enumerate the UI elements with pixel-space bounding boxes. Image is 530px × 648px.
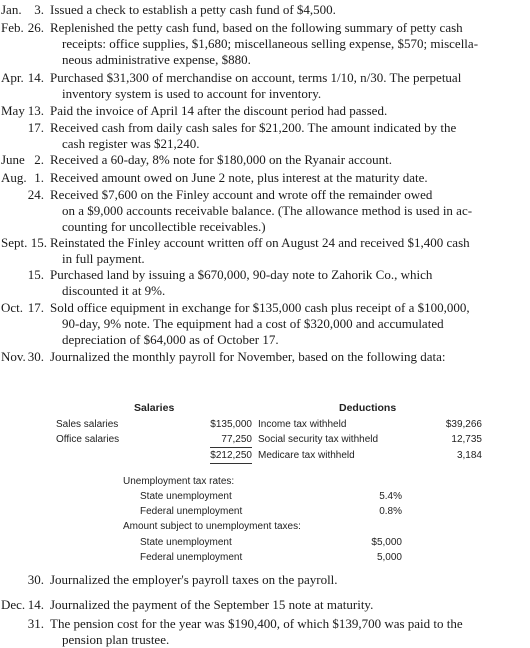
entry-day: 31. (27, 616, 44, 631)
total-rule (210, 463, 252, 464)
income-tax-value: $39,266 (445, 419, 482, 430)
entry-day: 30. (27, 349, 44, 364)
fed-unemp-rate: 0.8% (379, 506, 402, 517)
entry-text (50, 2, 528, 18)
entry-text (50, 103, 528, 119)
subtotal-rule (210, 447, 252, 448)
entry-text-line: pension plan trustee. (62, 632, 170, 647)
entry-day: 14. (27, 70, 44, 85)
entry-text-line: Journalized the employer's payroll taxes on the payroll. (50, 572, 338, 587)
fed-unemp-amount: 5,000 (376, 552, 402, 563)
salaries-header: Salaries (134, 402, 175, 414)
entry-day: 14. (27, 597, 44, 612)
unemp-rates-label: Unemployment tax rates: (123, 476, 235, 487)
entry-text (50, 120, 528, 152)
entry-text-line: Paid the invoice of April 14 after the discount period had passed. (50, 103, 388, 118)
entry-text (50, 20, 528, 68)
entry-month: Jan. (1, 2, 22, 17)
entry-day: 1. (34, 170, 44, 185)
entry-text-line: Replenished the petty cash fund, based on the following summary of petty cash (50, 20, 463, 35)
entry-month: Apr. (1, 70, 24, 85)
entry-text (50, 267, 528, 299)
state-unemp-rate: 5.4% (379, 491, 402, 502)
entry-text-line: Received $7,600 on the Finley account and wrote off the remainder owed (50, 187, 433, 202)
entry-month: Oct. (1, 300, 24, 315)
entry-day: 17. (27, 120, 44, 135)
total-salaries-value: $212,250 (210, 450, 252, 461)
entry-day: 17. (27, 300, 44, 315)
entry-text-line: cash register was $21,240. (62, 136, 200, 151)
entry-text-line: Journalized the payment of the September 15 note at maturity. (50, 597, 374, 612)
office-salaries-label: Office salaries (56, 434, 120, 445)
entry-text (50, 572, 528, 588)
entry-text-line: neous administrative expense, $880. (62, 52, 251, 67)
fed-unemp-label-2: Federal unemployment (140, 552, 243, 563)
entry-text-line: Journalized the monthly payroll for November, based on the following data: (50, 349, 446, 364)
income-tax-label: Income tax withheld (258, 419, 347, 430)
office-salaries-value: 77,250 (221, 434, 252, 445)
sales-salaries-value: $135,000 (210, 419, 252, 430)
sales-salaries-label: Sales salaries (56, 419, 119, 430)
entry-text (50, 152, 528, 168)
entry-text-line: Reinstated the Finley account written off on August 24 and received $1,400 cash (50, 235, 470, 250)
entry-text-line: receipts: office supplies, $1,680; miscellaneous selling expense, $570; miscella- (62, 36, 479, 51)
entry-text-line: discounted it at 9%. (62, 283, 166, 298)
entry-month: June (1, 152, 25, 167)
entry-day: 30. (27, 572, 44, 587)
fed-unemp-label: Federal unemployment (140, 506, 243, 517)
entry-text (50, 235, 528, 267)
entry-text-line: inventory system is used to account for inventory. (62, 86, 322, 101)
ss-tax-label: Social security tax withheld (258, 434, 379, 445)
medicare-label: Medicare tax withheld (258, 450, 355, 461)
entry-day: 15. (30, 235, 47, 250)
entry-text-line: counting for uncollectible receivables.) (62, 219, 266, 234)
state-unemp-amount: $5,000 (371, 537, 402, 548)
entry-text (50, 300, 528, 348)
entry-day: 24. (27, 187, 44, 202)
entry-text (50, 70, 528, 102)
entry-month: May (1, 103, 25, 118)
entry-month: Aug. (1, 170, 27, 185)
entry-text-line: Purchased $31,300 of merchandise on account, terms 1/10, n/30. The perpetual (50, 70, 462, 85)
entry-month: Feb. (1, 20, 24, 35)
entry-text (50, 597, 528, 613)
entry-day: 13. (27, 103, 44, 118)
entry-text-line: Purchased land by issuing a $670,000, 90-day note to Zahorik Co., which (50, 267, 433, 282)
entry-day: 3. (34, 2, 44, 17)
deductions-header: Deductions (339, 402, 397, 414)
entry-month: Nov. (1, 349, 26, 364)
entry-text (50, 170, 528, 186)
entry-text-line: Received a 60-day, 8% note for $180,000 on the Ryanair account. (50, 152, 392, 167)
entry-text (50, 616, 528, 648)
subject-label: Amount subject to unemployment taxes: (123, 521, 301, 532)
entry-text-line: 90-day, 9% note. The equipment had a cost of $320,000 and accumulated (62, 316, 444, 331)
entry-text-line: Issued a check to establish a petty cash fund of $4,500. (50, 2, 336, 17)
entry-text-line: Received cash from daily cash sales for $21,200. The amount indicated by the (50, 120, 457, 135)
entry-text-line: The pension cost for the year was $190,400, of which $139,700 was paid to the (50, 616, 463, 631)
entry-month: Dec. (1, 597, 26, 612)
state-unemp-label-2: State unemployment (140, 537, 232, 548)
entry-day: 2. (34, 152, 44, 167)
entry-day: 15. (27, 267, 44, 282)
entry-text (50, 187, 528, 235)
entry-text-line: Received amount owed on June 2 note, plus interest at the maturity date. (50, 170, 428, 185)
entry-month: Sept. (1, 235, 28, 250)
entry-text-line: Sold office equipment in exchange for $135,000 cash plus receipt of a $100,000, (50, 300, 470, 315)
state-unemp-label: State unemployment (140, 491, 232, 502)
medicare-value: 3,184 (456, 450, 482, 461)
entry-day: 26. (27, 20, 44, 35)
entry-text-line: depreciation of $64,000 as of October 17. (62, 332, 279, 347)
entry-text-line: on a $9,000 accounts receivable balance. (The allowance method is used in ac- (62, 203, 473, 218)
entry-text (50, 349, 528, 365)
ss-tax-value: 12,735 (451, 434, 482, 445)
entry-text-line: in full payment. (62, 251, 145, 266)
